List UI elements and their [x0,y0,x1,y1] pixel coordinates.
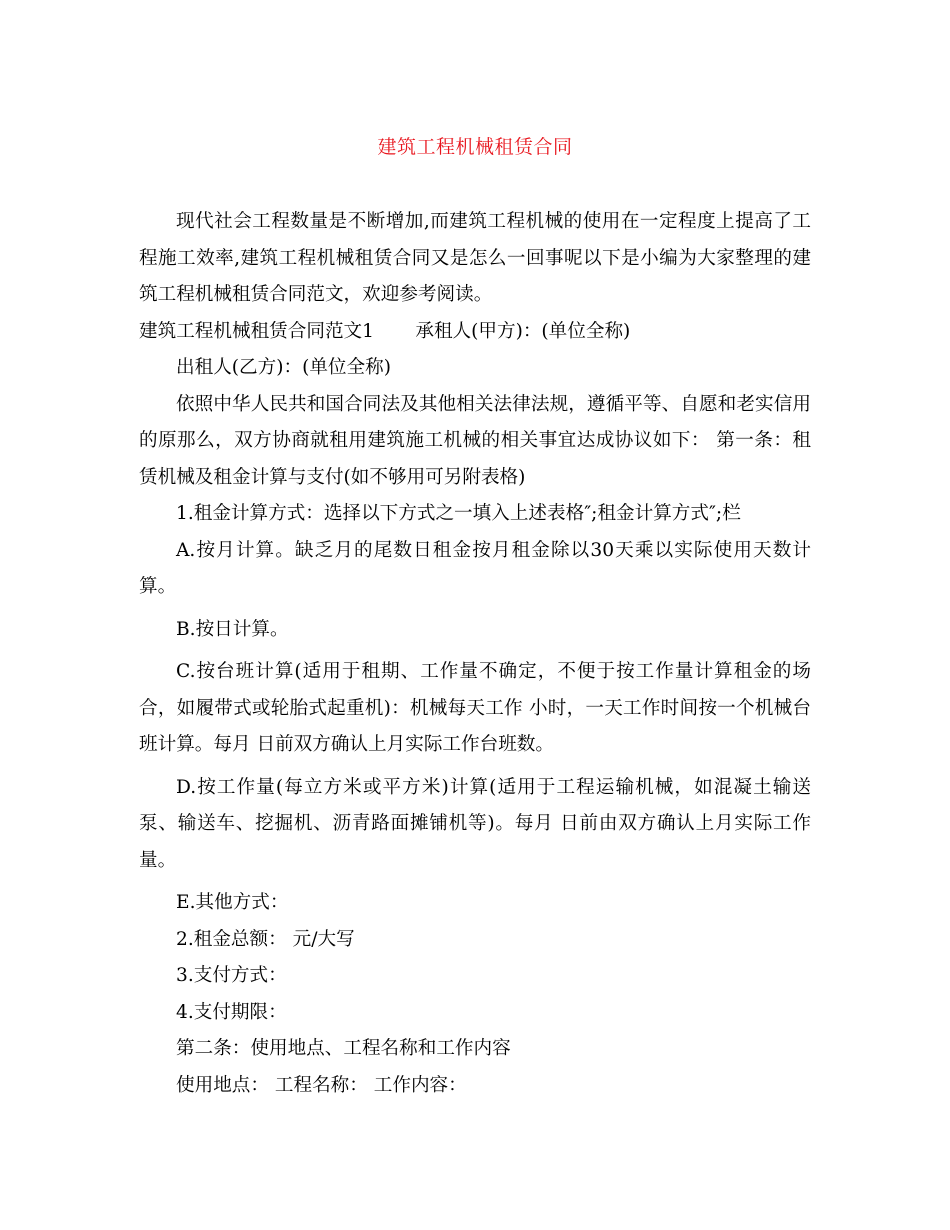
article-2-fields: 使用地点： 工程名称： 工作内容： [176,1074,467,1096]
sample-heading: 建筑工程机械租赁合同范文1 [139,320,374,342]
article-2-heading: 第二条：使用地点、工程名称和工作内容 [176,1038,511,1059]
rent-calculation-item: 1.租金计算方式：选择以下方式之一填入上述表格″;租金计算方式″;栏 [176,503,741,524]
sample-heading-line [139,314,811,351]
lessor-line: 出租人(乙方)：(单位全称) [176,357,391,378]
document-body [139,204,811,1104]
payment-deadline-item: 4.支付期限： [176,1001,287,1023]
option-d-workload: D.按工作量(每立方米或平方米)计算(适用于工程运输机械，如混凝土输送泵、输送车、挖掘机、沥青路面摊铺机等)。每月 日前由双方确认上月实际工作量。 [139,776,811,871]
payment-method-item: 3.支付方式： [176,965,287,986]
option-c-shift: C.按台班计算(适用于租期、工作量不确定，不便于按工作量计算租金的场合，如履带式或轮胎式起重机)：机械每天工作 小时，一天工作时间按一个机械台班计算。每月 日前双方确认上月实际工作台班数。 [139,661,811,755]
lessee-line: 承租人(甲方)：(单位全称) [415,320,631,342]
intro-paragraph: 现代社会工程数量是不断增加,而建筑工程机械的使用在一定程度上提高了工程施工效率,建筑工程机械租赁合同又是怎么一回事呢以下是小编为大家整理的建筑工程机械租赁合同范文，欢迎参考阅读。 [139,211,811,305]
option-a-monthly: A.按月计算。缺乏月的尾数日租金按月租金除以30天乘以实际使用天数计算。 [139,539,811,597]
option-e-other: E.其他方式： [176,892,289,913]
option-b-daily: B.按日计算。 [176,618,289,640]
preamble-paragraph: 依照中华人民共和国合同法及其他相关法律法规，遵循平等、自愿和老实信用的原那么，双方协商就租用建筑施工机械的相关事宜达成协议如下： 第一条：租赁机械及租金计算与支付(如不够用可另附表格) [139,393,811,488]
rent-total-item: 2.租金总额： 元/大写 [176,928,355,950]
document-title: 建筑工程机械租赁合同 [377,136,573,158]
